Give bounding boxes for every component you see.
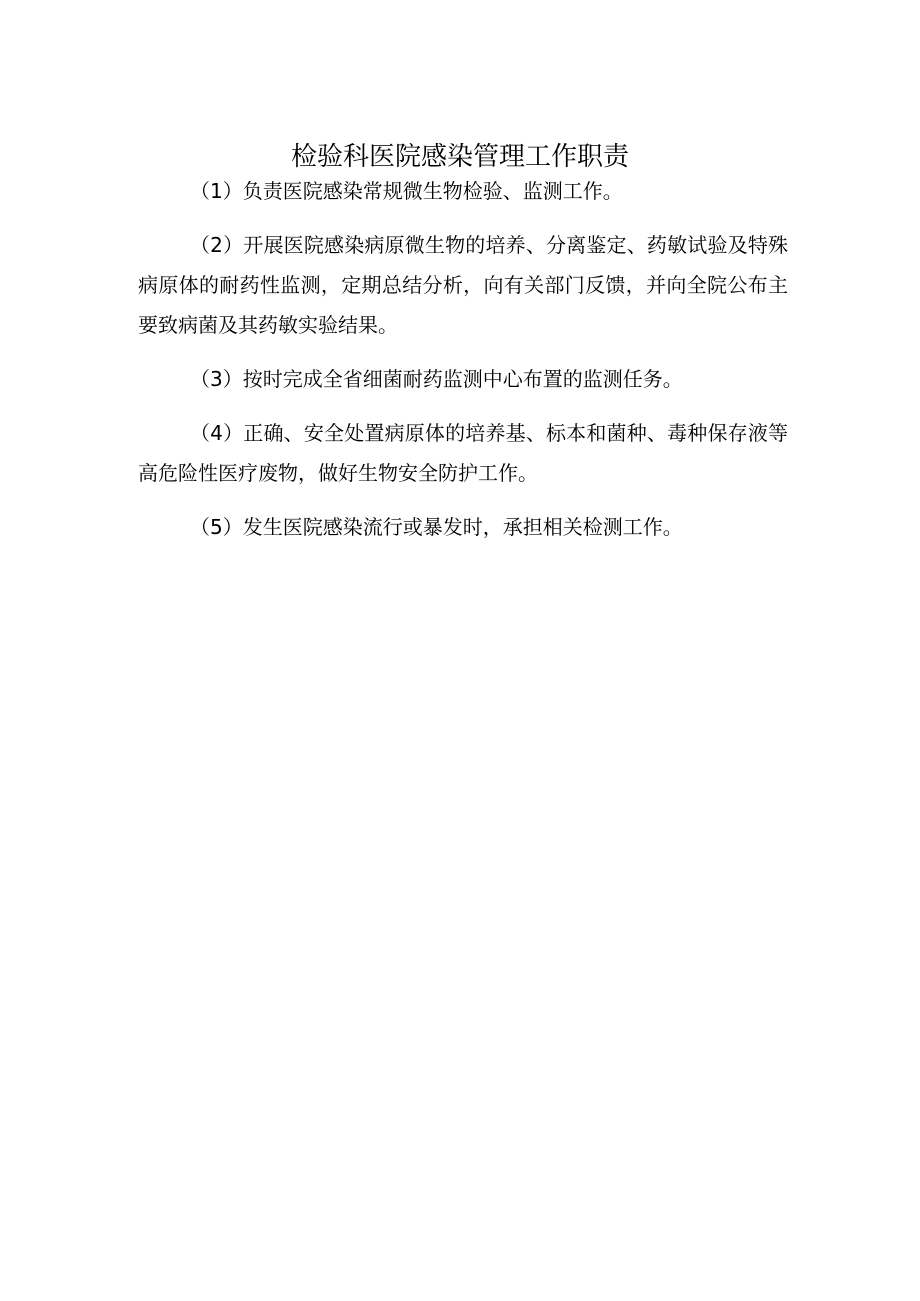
item-number: （1）: [190, 179, 243, 203]
item-text: 发生医院感染流行或暴发时，承担相关检测工作。: [242, 515, 683, 539]
page-title: 检验科医院感染管理工作职责: [290, 142, 629, 173]
item-number: （2）: [190, 233, 244, 257]
item-text: 负责医院感染常规微生物检验、监测工作。: [242, 179, 623, 203]
duty-item-2: [138, 225, 788, 345]
item-number: （4）: [190, 421, 244, 445]
item-text: 开展医院感染病原微生物的培养、分离鉴定、药敏试验及特殊病原体的耐药性监测，定期总结分析，向有关部门反馈，并向全院公布主要致病菌及其药敏实验结果。: [138, 233, 789, 337]
duty-item-1: [138, 171, 788, 211]
item-text: 按时完成全省细菌耐药监测中心布置的监测任务。: [242, 367, 683, 391]
duty-item-4: [138, 413, 788, 493]
item-number: （5）: [190, 515, 243, 539]
item-text: 正确、安全处置病原体的培养基、标本和菌种、毒种保存液等高危险性医疗废物，做好生物安全防护工作。: [138, 421, 789, 485]
document-body: [138, 171, 788, 561]
duty-item-5: [138, 507, 788, 547]
item-number: （3）: [190, 367, 243, 391]
duty-item-3: [138, 359, 788, 399]
